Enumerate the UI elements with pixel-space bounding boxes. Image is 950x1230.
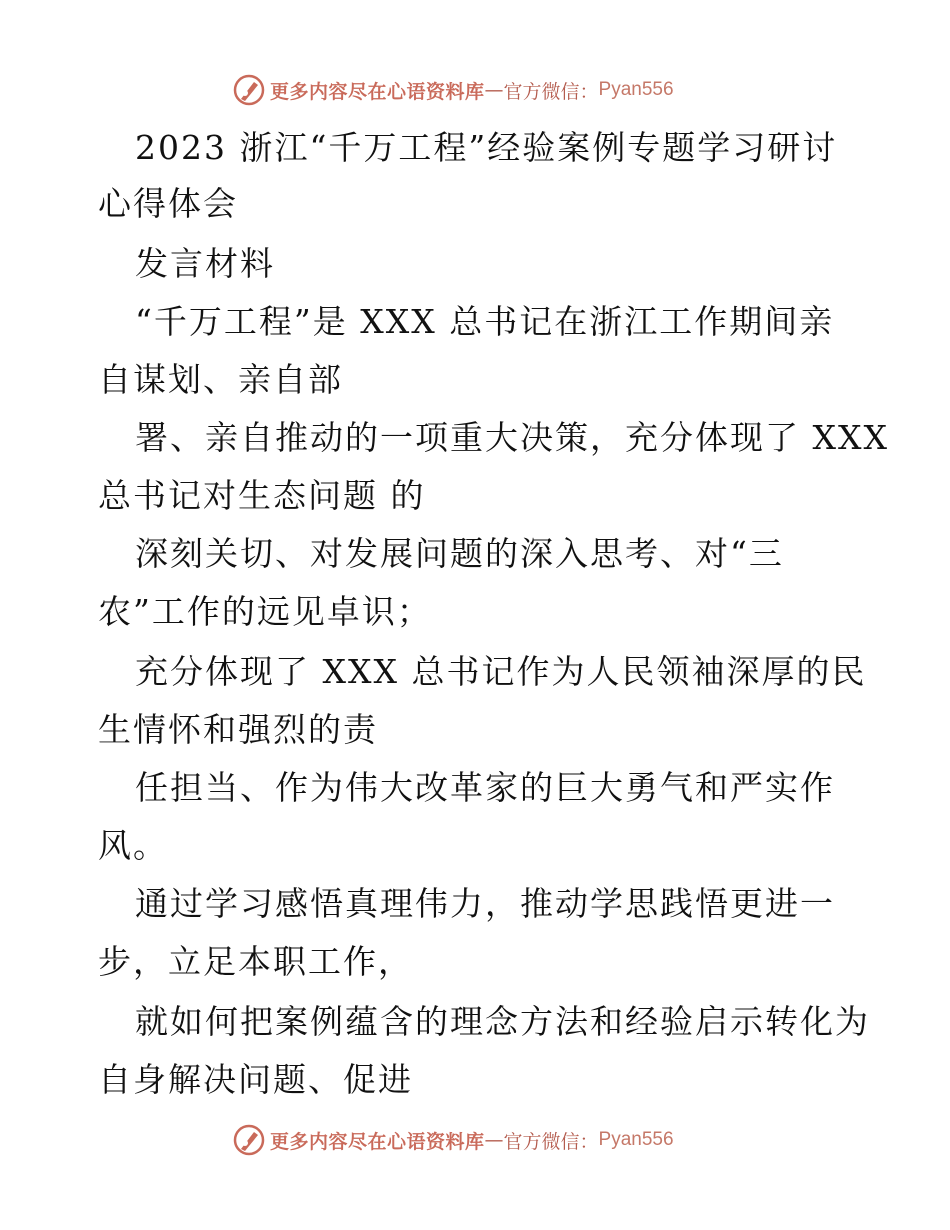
quill-logo-icon: [232, 1123, 266, 1157]
watermark-dash: —: [484, 1129, 504, 1151]
paragraph-line: 署、亲自推动的一项重大决策，充分体现了 XXX: [135, 418, 889, 457]
paragraph-line: 生情怀和强烈的责: [98, 710, 378, 749]
document-title-line-1: 2023 浙江“千万工程”经验案例专题学习研讨: [135, 128, 838, 167]
watermark-sub-text: 官方微信：: [503, 80, 599, 103]
document-title-line-2: 心得体会: [98, 184, 238, 223]
paragraph-line: 农”工作的远见卓识；: [98, 592, 432, 631]
watermark-sub-text: 官方微信：: [503, 1130, 599, 1153]
paragraph-line: 自身解决问题、促进: [98, 1060, 413, 1099]
paragraph-line: 总书记对生态问题 的: [98, 476, 426, 515]
watermark-main-text: 更多内容尽在心语资料库: [270, 80, 485, 103]
paragraph-line: 步，立足本职工作，: [98, 942, 413, 981]
paragraph-line: 风。: [98, 826, 168, 865]
document-subtitle: 发言材料: [135, 244, 275, 283]
paragraph-line: 就如何把案例蕴含的理念方法和经验启示转化为: [135, 1002, 870, 1041]
quill-logo-icon: [232, 73, 266, 107]
watermark-account: Pyan556: [598, 79, 674, 100]
paragraph-line: 充分体现了 XXX 总书记作为人民领袖深厚的民: [135, 652, 867, 691]
watermark-dash: —: [484, 79, 504, 101]
watermark-main-text: 更多内容尽在心语资料库: [270, 1130, 485, 1153]
paragraph-line: 深刻关切、对发展问题的深入思考、对“三: [135, 534, 784, 573]
watermark-account: Pyan556: [598, 1129, 674, 1150]
paragraph-line: 任担当、作为伟大改革家的巨大勇气和严实作: [135, 768, 835, 807]
paragraph-line: 通过学习感悟真理伟力，推动学思践悟更进一: [135, 884, 835, 923]
paragraph-line: 自谋划、亲自部: [98, 360, 343, 399]
footer-watermark: [232, 1120, 752, 1160]
paragraph-line: “千万工程”是 XXX 总书记在浙江工作期间亲: [135, 302, 835, 341]
header-watermark: [232, 70, 752, 110]
